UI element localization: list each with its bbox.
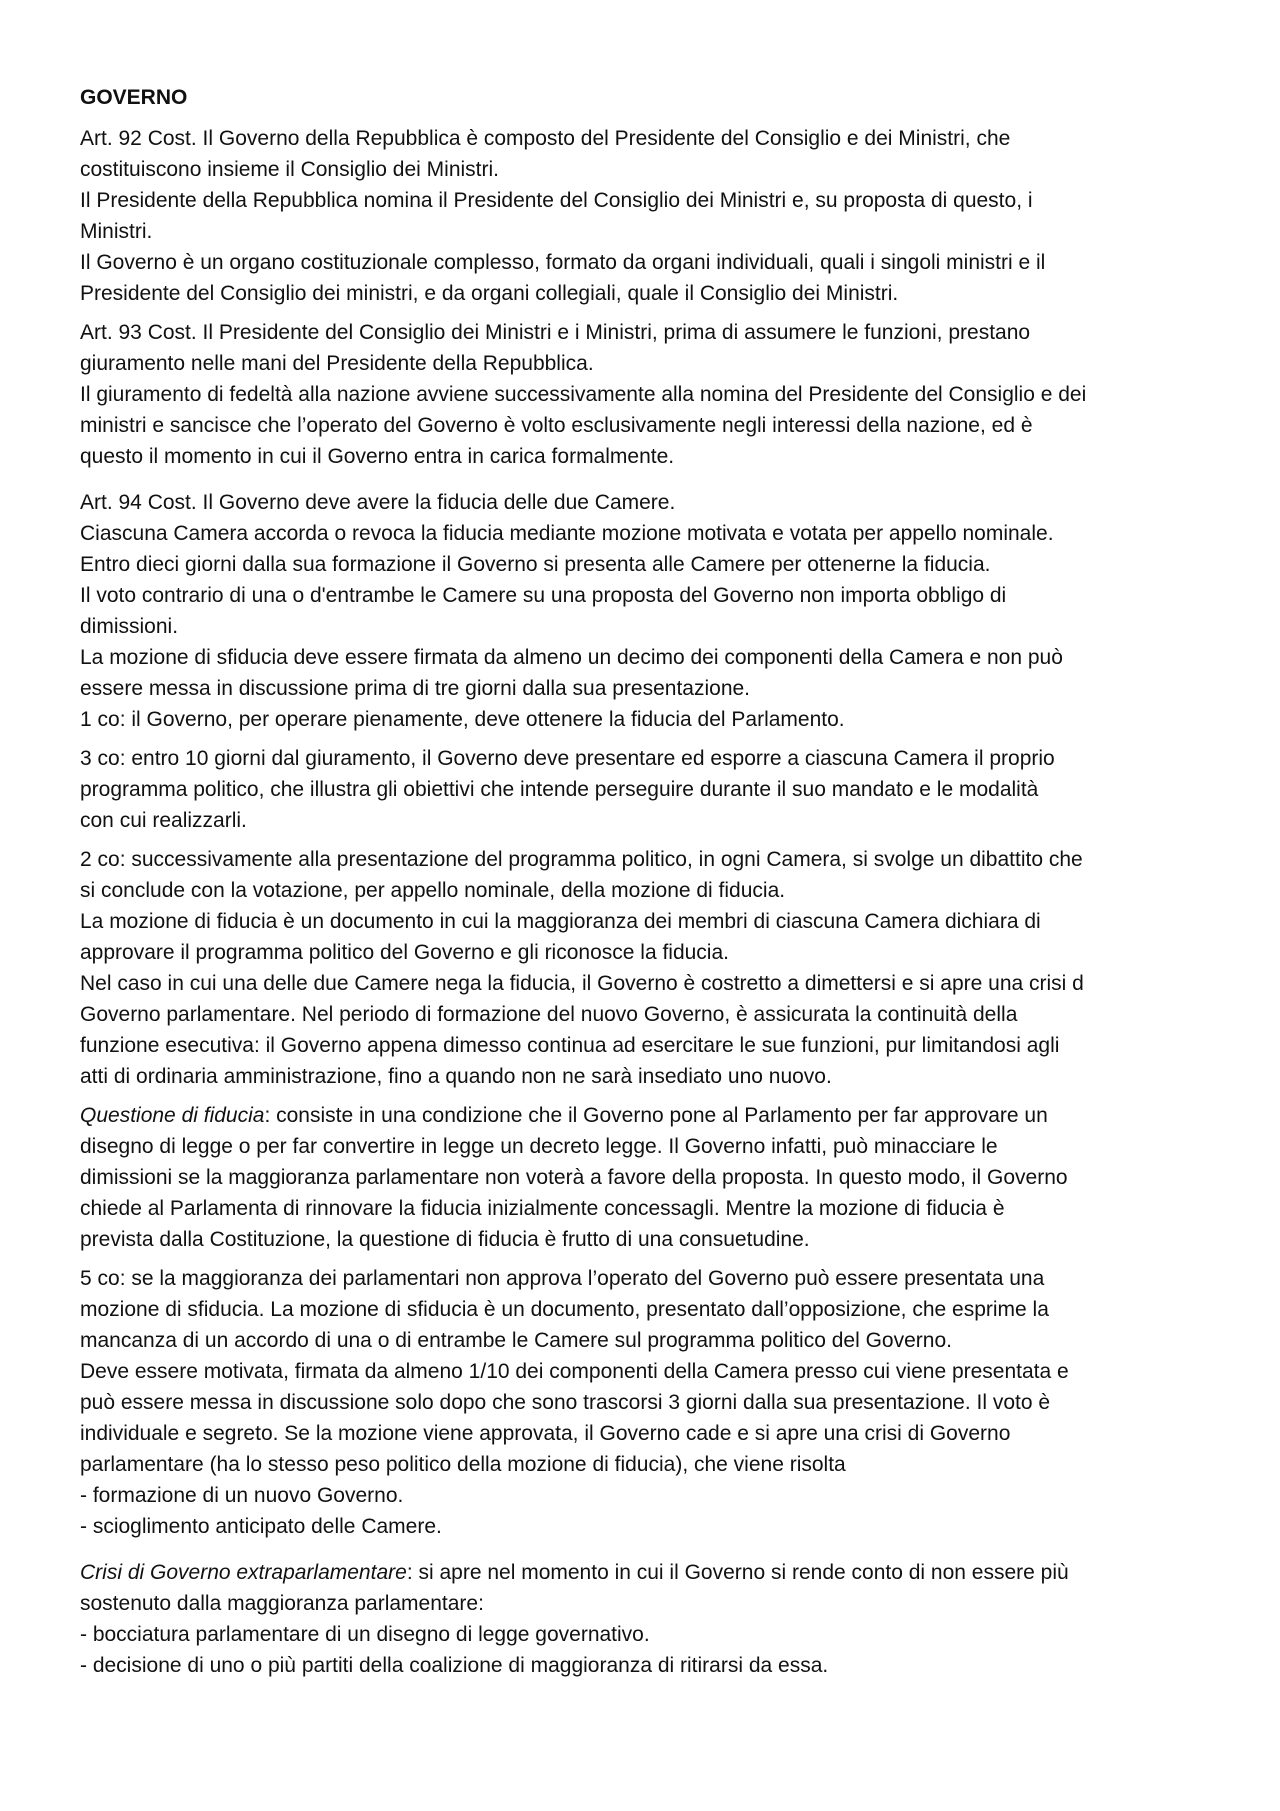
text-line: La mozione di sfiducia deve essere firmata da almeno un decimo dei componenti della Camera e non può xyxy=(80,646,1063,669)
text-line: funzione esecutiva: il Governo appena dimesso continua ad esercitare le sue funzioni, pur limitandosi agli xyxy=(80,1034,1060,1057)
text-line xyxy=(80,1557,1200,1588)
text-line: 1 co: il Governo, per operare pienamente, deve ottenere la fiducia del Parlamento. xyxy=(80,708,845,731)
paragraph-art-92 xyxy=(80,123,1200,309)
text-line: disegno di legge o per far convertire in legge un decreto legge. Il Governo infatti, può minacciare le xyxy=(80,1135,998,1158)
text-line: Ciascuna Camera accorda o revoca la fiducia mediante mozione motivata e votata per appello nominale. xyxy=(80,522,1054,545)
text-line: questo il momento in cui il Governo entra in carica formalmente. xyxy=(80,445,675,468)
text-line: Entro dieci giorni dalla sua formazione il Governo si presenta alle Camere per ottenerne la fiducia. xyxy=(80,553,991,576)
paragraph-questione-di-fiducia xyxy=(80,1100,1200,1255)
italic-term: Questione di fiducia xyxy=(80,1104,265,1127)
text-line: essere messa in discussione prima di tre giorni dalla sua presentazione. xyxy=(80,677,751,700)
text-line: individuale e segreto. Se la mozione viene approvata, il Governo cade e si apre una crisi di Governo xyxy=(80,1422,1011,1445)
paragraph-art-93 xyxy=(80,317,1200,472)
paragraph-comma-3 xyxy=(80,743,1200,836)
text-line: 2 co: successivamente alla presentazione del programma politico, in ogni Camera, si svolge un dibattito che xyxy=(80,848,1083,871)
text-line: si conclude con la votazione, per appello nominale, della mozione di fiducia. xyxy=(80,879,786,902)
paragraph-comma-5 xyxy=(80,1263,1200,1542)
list-item: - bocciatura parlamentare di un disegno di legge governativo. xyxy=(80,1623,650,1646)
paragraph-art-94 xyxy=(80,487,1200,735)
list-item: - scioglimento anticipato delle Camere. xyxy=(80,1515,442,1538)
text-line: Deve essere motivata, firmata da almeno 1/10 dei componenti della Camera presso cui viene presentata e xyxy=(80,1360,1069,1383)
text-line: chiede al Parlamenta di rinnovare la fiducia inizialmente concessagli. Mentre la mozione di fiducia è xyxy=(80,1197,1005,1220)
text-line: parlamentare (ha lo stesso peso politico della mozione di fiducia), che viene risolta xyxy=(80,1453,846,1476)
text-line: giuramento nelle mani del Presidente della Repubblica. xyxy=(80,352,594,375)
list-item: - formazione di un nuovo Governo. xyxy=(80,1484,404,1507)
paragraph-crisi-extraparlamentare xyxy=(80,1557,1200,1681)
text-line: mancanza di un accordo di una o di entrambe le Camere sul programma politico del Governo. xyxy=(80,1329,952,1352)
text-line: Il giuramento di fedeltà alla nazione avviene successivamente alla nomina del Presidente del Consiglio e dei xyxy=(80,383,1087,406)
text-line: prevista dalla Costituzione, la questione di fiducia è frutto di una consuetudine. xyxy=(80,1228,810,1251)
italic-term: Crisi di Governo extraparlamentare xyxy=(80,1561,407,1584)
text-line: 5 co: se la maggioranza dei parlamentari non approva l’operato del Governo può essere presentata una xyxy=(80,1267,1045,1290)
text-line: 3 co: entro 10 giorni dal giuramento, il Governo deve presentare ed esporre a ciascuna Camera il proprio xyxy=(80,747,1055,770)
text-line: programma politico, che illustra gli obiettivi che intende perseguire durante il suo mandato e le modalità xyxy=(80,778,1039,801)
text-line: Nel caso in cui una delle due Camere nega la fiducia, il Governo è costretto a dimettersi e si apre una crisi d xyxy=(80,972,1084,995)
text-line: Governo parlamentare. Nel periodo di formazione del nuovo Governo, è assicurata la continuità della xyxy=(80,1003,1018,1026)
text-line: Il Presidente della Repubblica nomina il Presidente del Consiglio dei Ministri e, su proposta di questo, i xyxy=(80,189,1033,212)
text-line: con cui realizzarli. xyxy=(80,809,247,832)
text-line: sostenuto dalla maggioranza parlamentare: xyxy=(80,1592,484,1615)
document-title: GOVERNO xyxy=(80,86,188,109)
text-line: Art. 92 Cost. Il Governo della Repubblica è composto del Presidente del Consiglio e dei Ministri, che xyxy=(80,127,1011,150)
text-line: La mozione di fiducia è un documento in cui la maggioranza dei membri di ciascuna Camera dichiara di xyxy=(80,910,1041,933)
text-line: Ministri. xyxy=(80,220,153,243)
text-line: approvare il programma politico del Governo e gli riconosce la fiducia. xyxy=(80,941,729,964)
text-line: Presidente del Consiglio dei ministri, e da organi collegiali, quale il Consiglio dei Ministri. xyxy=(80,282,899,305)
text-line: atti di ordinaria amministrazione, fino a quando non ne sarà insediato uno nuovo. xyxy=(80,1065,832,1088)
text-line: dimissioni. xyxy=(80,615,179,638)
text-line: mozione di sfiducia. La mozione di sfiducia è un documento, presentato dall’opposizione, che esprime la xyxy=(80,1298,1049,1321)
text-fragment: : si apre nel momento in cui il Governo si rende conto di non essere più xyxy=(406,1561,1069,1584)
list-item: - decisione di uno o più partiti della coalizione di maggioranza di ritirarsi da essa. xyxy=(80,1654,829,1677)
text-line: dimissioni se la maggioranza parlamentare non voterà a favore della proposta. In questo modo, il Governo xyxy=(80,1166,1068,1189)
text-line: Art. 94 Cost. Il Governo deve avere la fiducia delle due Camere. xyxy=(80,491,676,514)
text-line: può essere messa in discussione solo dopo che sono trascorsi 3 giorni dalla sua presentazione. Il voto è xyxy=(80,1391,1051,1414)
text-line: costituiscono insieme il Consiglio dei Ministri. xyxy=(80,158,499,181)
text-line: ministri e sancisce che l’operato del Governo è volto esclusivamente negli interessi della nazione, ed è xyxy=(80,414,1033,437)
text-line xyxy=(80,1100,1200,1131)
text-line: Il Governo è un organo costituzionale complesso, formato da organi individuali, quali i singoli ministri e il xyxy=(80,251,1046,274)
text-fragment: : consiste in una condizione che il Governo pone al Parlamento per far approvare un xyxy=(264,1104,1048,1127)
text-line: Art. 93 Cost. Il Presidente del Consiglio dei Ministri e i Ministri, prima di assumere le funzioni, prestano xyxy=(80,321,1031,344)
paragraph-comma-2 xyxy=(80,844,1200,1092)
text-line: Il voto contrario di una o d'entrambe le Camere su una proposta del Governo non importa obbligo di xyxy=(80,584,1007,607)
